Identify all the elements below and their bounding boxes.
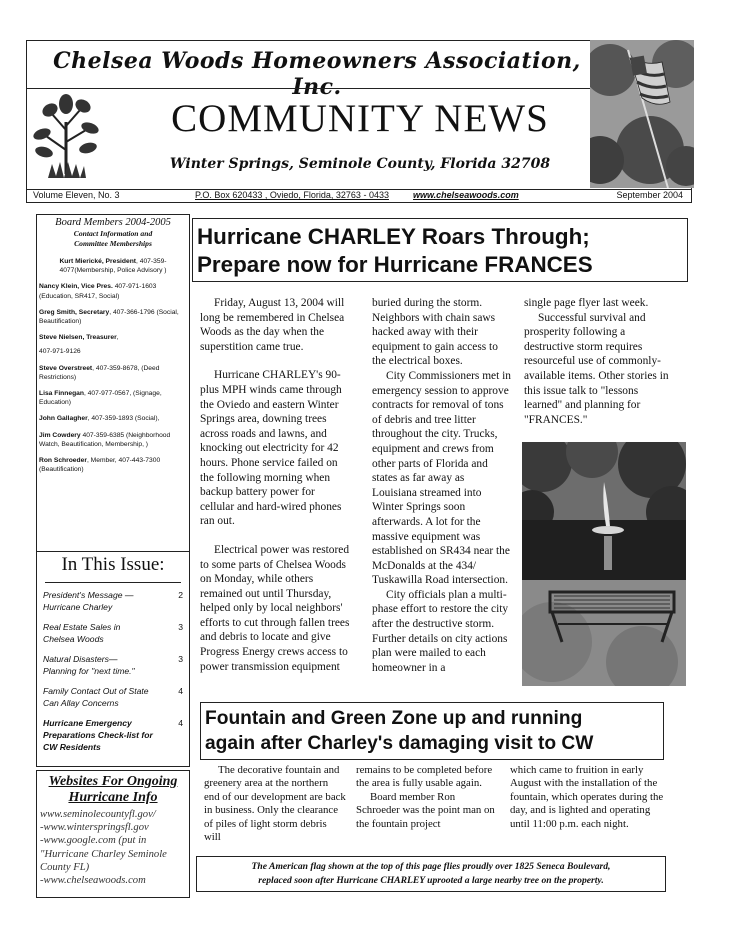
org-name: Chelsea Woods Homeowners Association, Inc. (53, 48, 581, 100)
board-member: Greg Smith, Secretary, 407-366-1796 (Social, Beautification) (39, 308, 179, 326)
toc-item[interactable]: Natural Disasters— Planning for "next time." 3 (43, 654, 183, 676)
paragraph: City officials plan a multi-phase effort to restore the city after the destructive storm. Further details on city actions plan were mailed to each homeowner in a (372, 588, 509, 674)
paragraph: remains to be completed before the area is fully usable again. (356, 764, 493, 790)
location-line: Winter Springs, Seminole County, Florida 32708 (169, 156, 551, 172)
board-member: 407-971-9126 (39, 348, 81, 356)
paragraph: Successful survival and prosperity following a destructive storm requires resourceful use of commonly-available items. Other stories in this issue talk to "lessons learned" and planning for "FRANCES." (524, 311, 669, 426)
paragraph: which came to fruition in early August with the installation of the fountain, which operates during the day, and is lighted and operating until 11:00 p.m. each night. (510, 764, 664, 830)
second-story-col1 (204, 764, 346, 844)
toc-item[interactable]: Family Contact Out of State Can Allay Concerns 4 (43, 686, 183, 708)
caption-line2: replaced soon after Hurricane CHARLEY uprooted a large nearby tree on the property. (258, 875, 604, 886)
toc-item[interactable]: President's Message — Hurricane Charley 2 (43, 590, 183, 612)
board-member: Ron Schroeder, Member, 407-443-7300 (Beautification) (39, 457, 161, 474)
issue-date: September 2004 (616, 190, 683, 200)
lead-headline-line1: Hurricane CHARLEY Roars Through; (197, 224, 590, 249)
board-member-list (37, 257, 189, 474)
board-members-box (36, 214, 190, 552)
flag-caption-box (196, 856, 666, 892)
board-member: John Gallagher, 407-359-1893 (Social), (39, 415, 160, 423)
caption-line1: The American flag shown at the top of this page flies proudly over 1825 Seneca Boulevard, (251, 861, 611, 872)
newsletter-title: COMMUNITY NEWS (171, 97, 549, 140)
volume-label: Volume Eleven, No. 3 (33, 190, 120, 200)
in-this-issue-heading: In This Issue: (45, 554, 181, 583)
paragraph: single page flyer last week. (524, 297, 649, 309)
website-link[interactable]: -www.winterspringsfl.gov (40, 822, 149, 834)
flag-photo (590, 40, 694, 188)
toc-item[interactable]: Real Estate Sales in Chelsea Woods 3 (43, 622, 183, 644)
in-this-issue-box (36, 550, 190, 767)
second-headline-line1: Fountain and Green Zone up and running (205, 708, 583, 729)
website-link[interactable]: -www.chelseawoods.com (40, 875, 146, 887)
lead-headline-line2: Prepare now for Hurricane FRANCES (197, 252, 593, 277)
second-headline-box (200, 702, 664, 760)
second-story-col2 (356, 764, 500, 831)
fountain-photo (522, 442, 686, 686)
po-box-address: P.O. Box 620433 , Oviedo, Florida, 32763 - 0433 (195, 190, 389, 200)
board-member: Lisa Finnegan, 407-977-0567, (Signage, Education) (39, 390, 162, 407)
second-story-col3 (510, 764, 664, 831)
lead-story-col3 (524, 296, 672, 427)
paragraph: Electrical power was restored to some parts of Chelsea Woods on Monday, while others remained out until Thursday, helped only by local neighbors' efforts to cut through fallen trees and debris to locate and give Progress Energy crews access to power transmission equipment (200, 543, 350, 673)
website-link[interactable]: www.chelseawoods.com (413, 190, 519, 200)
board-member: Steve Overstreet, 407-359-8678, (Deed Restrictions) (39, 364, 160, 381)
paragraph: Friday, August 13, 2004 will long be remembered in Chelsea Woods as the day when the superstition came true. (200, 297, 345, 353)
website-list (37, 808, 189, 887)
website-link[interactable]: -www.google.com (put in "Hurricane Charley Seminole County FL) (40, 835, 167, 873)
websites-heading: Websites For Ongoing Hurricane Info (48, 774, 178, 805)
board-member: Jim Cowdery 407-359-6385 (Neighborhood Watch, Beautification, Membership, ) (39, 431, 171, 448)
websites-box (36, 770, 190, 898)
board-subheading: Contact Information and Committee Memberships (73, 229, 153, 248)
info-bar (26, 188, 692, 203)
board-member: Nancy Klein, Vice Pres. 407-971-1603 (Education, SR417, Social) (39, 283, 157, 300)
paragraph: buried during the storm. Neighbors with chain saws hacked away with their equipment to gain access to the electrical boxes. (372, 297, 498, 368)
board-heading: Board Members 2004-2005 (55, 217, 171, 228)
lead-headline-box (192, 218, 688, 282)
website-link[interactable]: www.seminolecountyfl.gov/ (40, 809, 156, 820)
paragraph: City Commissioners met in emergency session to approve contracts for removal of tons of debris and tree litter throughout the city. Trucks, equipment and crews from other parts of Florida and states as far away as Louisiana streamed into Winter Springs soon afterwards. A lot for the massive equipment was established on SR434 near the McDonalds at the 434/ Tuskawilla Road intersection. (372, 369, 511, 587)
paragraph: Hurricane CHARLEY's 90-plus MPH winds came through the Oviedo and eastern Winter Springs area, downing trees across roads and lawns, and knocking out electricity for 42 hours. Phone service failed on the following morning when backup battery power for cellular and hard-wired phones ran out. (200, 369, 342, 528)
tree-logo-icon (30, 92, 102, 180)
paragraph: The decorative fountain and greenery area at the northern end of our development are back in business. Only the clearance of piles of light storm debris will (204, 764, 346, 844)
board-member: Steve Nielsen, Treasurer, (39, 334, 119, 342)
lead-story-col2 (372, 296, 512, 675)
lead-story-col1 (200, 296, 350, 674)
org-name-rule (26, 88, 590, 89)
paragraph: Board member Ron Schroeder was the point man on the fountain project (356, 790, 495, 830)
board-member: Kurt Mierické, President, 407-359-4077(Membership, Police Advisory ) (59, 258, 167, 275)
toc-item[interactable]: Hurricane Emergency Preparations Check-list for CW Residents 4 (43, 718, 183, 752)
second-headline-line2: again after Charley's damaging visit to CW (205, 733, 594, 754)
